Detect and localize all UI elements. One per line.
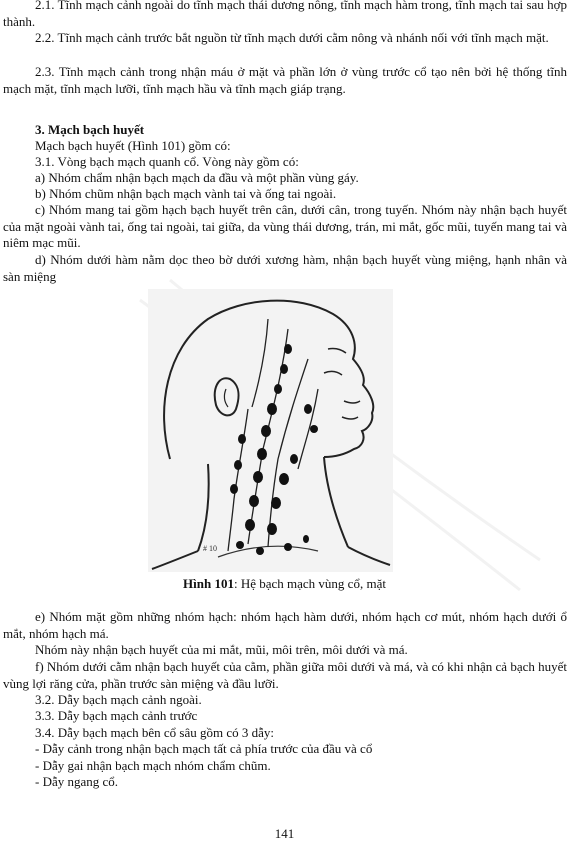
item-e-continued: Nhóm này nhận bạch huyết của mi mắt, mũi, môi trên, môi dưới và má. (35, 642, 408, 657)
figure-caption (0, 576, 569, 593)
dash-item-2: - Dẫy gai nhận bạch mạch nhóm chẩm chũm. (35, 758, 271, 773)
paragraph-2-3: 2.3. Tĩnh mạch cảnh trong nhận máu ở mặt và phần lớn ở vùng trước cổ tạo nên bởi hệ thống tĩnh mạch mặt, tĩnh mạch lưỡi, tĩnh mạch hầu và tĩnh mạch giáp trạng. (3, 64, 567, 96)
item-b: b) Nhóm chũm nhận bạch mạch vành tai và ống tai ngoài. (35, 186, 337, 201)
item-3-2: 3.2. Dẫy bạch mạch cảnh ngoài. (35, 692, 202, 707)
item-a: a) Nhóm chẩm nhận bạch mạch da đầu và một phần vùng gáy. (35, 170, 359, 185)
section-heading: 3. Mạch bạch huyết (35, 122, 145, 137)
head-neck-lymph-drawing (148, 289, 393, 572)
page-number: 141 (274, 826, 295, 841)
figure-lymph-illustration (148, 289, 393, 572)
item-c: c) Nhóm mang tai gồm hạch bạch huyết trên cân, dưới cân, trong tuyến. Nhóm này nhận bạch huyết của mặt ngoài vành tai, ống tai ngoài, tai giữa, da vùng thái dương, trán, mi mắt, gốc mũi, tuyến mang tai và niêm mạc mũi. (3, 202, 567, 250)
sketch-mark: # 10 (203, 544, 217, 553)
paragraph-2-1: 2.1. Tĩnh mạch cảnh ngoài do tĩnh mạch thái dương nông, tĩnh mạch hàm trong, tĩnh mạch tai sau hợp thành. (3, 0, 567, 29)
figure-caption-text: : Hệ bạch mạch vùng cổ, mặt (233, 576, 386, 591)
item-3-3: 3.3. Dẫy bạch mạch cảnh trước (35, 708, 198, 723)
item-d: d) Nhóm dưới hàm nằm dọc theo bờ dưới xương hàm, nhận bạch huyết vùng miệng, hạnh nhân và sàn miệng (3, 252, 567, 284)
dash-item-1: - Dẫy cảnh trong nhận bạch mạch tất cả phía trước của đầu và cổ (35, 741, 373, 756)
paragraph-2-2: 2.2. Tĩnh mạch cảnh trước bắt nguồn từ tĩnh mạch dưới cằm nông và nhánh nối với tĩnh mạch mặt. (35, 30, 549, 45)
item-3-4: 3.4. Dẫy bạch mạch bên cổ sâu gồm có 3 dẫy: (35, 725, 274, 740)
intro-text: Mạch bạch huyết (Hình 101) gồm có: (35, 138, 231, 153)
item-e: e) Nhóm mặt gồm những nhóm hạch: nhóm hạch hàm dưới, nhóm hạch cơ mút, nhóm hạch dưới ổ mắt, nhóm hạch má. (3, 609, 567, 641)
dash-item-3: - Dẫy ngang cổ. (35, 774, 119, 789)
item-3-1: 3.1. Vòng bạch mạch quanh cổ. Vòng này gồm có: (35, 154, 299, 169)
item-f: f) Nhóm dưới cằm nhận bạch huyết của cằm, phần giữa môi dưới và má, và có khi nhận cả bạch huyết vùng lợi răng cửa, phần trước sàn miệng và đầu lưỡi. (3, 659, 567, 691)
figure-label: Hình 101 (183, 576, 234, 591)
